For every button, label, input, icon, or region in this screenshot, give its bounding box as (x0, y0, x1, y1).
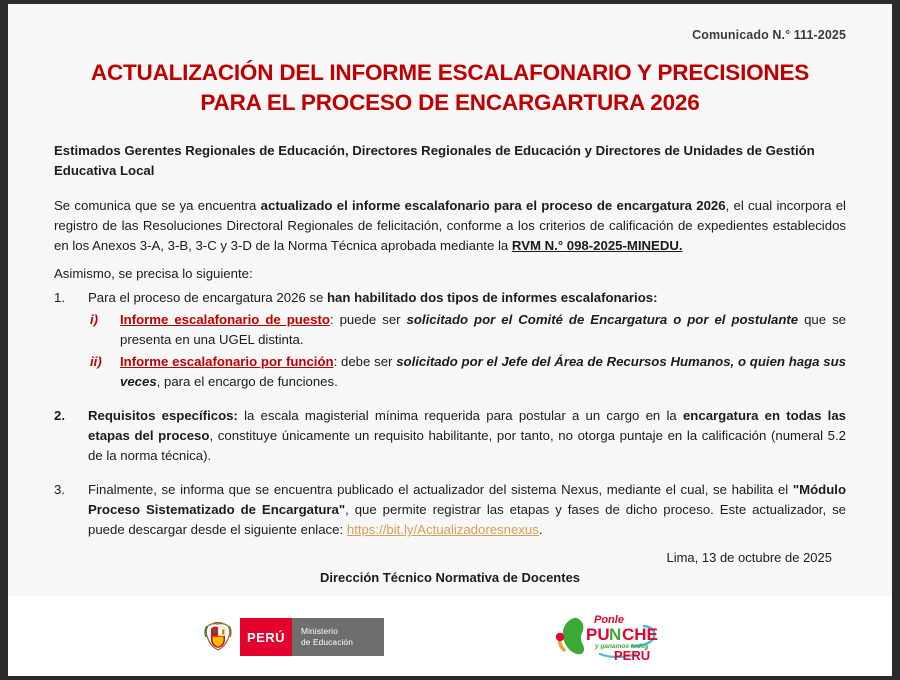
ministry-line-1: Ministerio (301, 626, 338, 637)
page-title (54, 58, 846, 119)
title-line-1: ACTUALIZACIÓN DEL INFORME ESCALAFONARIO Y PRECISIONES (90, 60, 810, 85)
subitem-i-emphasis: solicitado por el Comité de Encargatura o por el postulante (406, 311, 799, 327)
minedu-peru-label: PERÚ (240, 618, 292, 656)
list-content-3 (88, 480, 846, 540)
closing-block (54, 550, 846, 596)
punche-word-ponle: Ponle (594, 614, 624, 626)
ministry-line-2: de Educación (301, 637, 353, 647)
item3-text-after: , que permite registrar las etapas y fases de dicho proceso. Este actualizador, se puede descargar desde el siguiente enlace: (88, 502, 846, 538)
numbered-list (54, 288, 846, 541)
sublist-content-i (120, 310, 846, 350)
ponle-punche-peru-logo (548, 610, 678, 662)
item3-bold: "Módulo Proceso Sistematizado de Encargatura" (88, 482, 846, 518)
item1-bold: han habilitado dos tipos de informes escalafonarios: (327, 289, 658, 305)
comunicado-number: Comunicado N.° 111-2025 (692, 28, 846, 42)
item3-text-before: Finalmente, se informa que se encuentra publicado el actualizador del sistema Nexus, mediante el cual, se habilita el (88, 482, 793, 498)
peru-coat-of-arms-icon (196, 618, 240, 656)
sublist-content-ii (120, 352, 846, 392)
list-marker-1: 1. (54, 289, 65, 305)
list-marker-2: 2. (54, 407, 65, 423)
punche-tagline: y ganamos todos (595, 643, 649, 650)
item3-text-end: . (538, 522, 543, 538)
subitem-ii-emphasis: solicitado por el Jefe del Área de Recursos Humanos, o quien haga sus veces (120, 353, 847, 389)
document-page (8, 4, 892, 676)
item2-bold-lead: Requisitos específicos: (88, 407, 238, 423)
asimismo-line: Asimismo, se precisa lo siguiente: (54, 265, 253, 281)
issuing-department: Dirección Técnico Normativa de Docentes (319, 570, 581, 586)
list-item (54, 310, 846, 350)
footer-logos (8, 596, 892, 676)
peru-map-shape (563, 618, 584, 654)
intro-paragraph (54, 196, 846, 256)
title-line-2: PARA EL PROCESO DE ENCARGARTURA 2026 (200, 90, 700, 116)
list-content-2 (88, 406, 846, 466)
punche-word-punche-n: N (609, 625, 622, 644)
document-body (8, 4, 892, 596)
subitem-ii-after-label: : debe ser (333, 353, 397, 369)
salutation: Estimados Gerentes Regionales de Educación, Directores Regionales de Educación y Directores de Unidades de Gestión Educativa Local (54, 142, 815, 178)
sublist-marker-ii: ii) (90, 353, 102, 369)
sublist-marker-i: i) (90, 311, 99, 327)
subitem-i-tail: que se presenta en una UGEL distinta. (120, 311, 847, 347)
item2-text-after: , constituye únicamente un requisito habilitante, por tanto, no otorga puntaje en la calificación (numeral 5.2 de la norma técnica). (88, 427, 846, 464)
intro-bold-1: actualizado el informe escalafonario para el proceso de encargatura 2026 (260, 198, 726, 214)
item2-text-before: la escala magisterial mínima requerida para postular a un cargo en la (237, 407, 683, 423)
minedu-ministry-label (292, 618, 384, 656)
intro-part-2: , el cual incorpora el registro de las Resoluciones Directoral Regionales de felicitación, conforme a los criterios de calificación de expedientes establecidos en los Anexos 3-A, 3-B, 3-C y 3-D de la Norma Técnica aprobada mediante la (54, 198, 846, 254)
list-item (54, 406, 846, 466)
list-item (54, 480, 846, 540)
list-content-1 (88, 288, 846, 308)
punche-word-peru: PERÚ (614, 648, 651, 662)
minedu-logo (196, 618, 384, 656)
subitem-ii-tail: , para el encargo de funciones. (156, 373, 338, 389)
norma-tecnica-reference: RVM N.° 098-2025-MINEDU. (511, 238, 683, 254)
item2-bold: encargatura en todas las etapas del proceso (88, 407, 846, 443)
list-item (54, 288, 846, 308)
subitem-i-after-label: : puede ser (329, 311, 407, 327)
document-footer (8, 596, 892, 676)
nexus-download-link[interactable]: https://bit.ly/Actualizadoresnexus (346, 522, 539, 538)
punche-word-punche-che: CHE (622, 625, 658, 644)
intro-part-1: Se comunica que se ya encuentra (54, 198, 261, 214)
punche-word-punche: PU (586, 625, 610, 644)
list-item (54, 352, 846, 392)
informe-funcion-label: Informe escalafonario por función (120, 353, 334, 369)
list-marker-3: 3. (54, 482, 65, 498)
informe-puesto-label: Informe escalafonario de puesto (120, 311, 330, 327)
item1-text-before: Para el proceso de encargatura 2026 se (88, 289, 327, 305)
place-and-date: Lima, 13 de octubre de 2025 (666, 550, 832, 566)
